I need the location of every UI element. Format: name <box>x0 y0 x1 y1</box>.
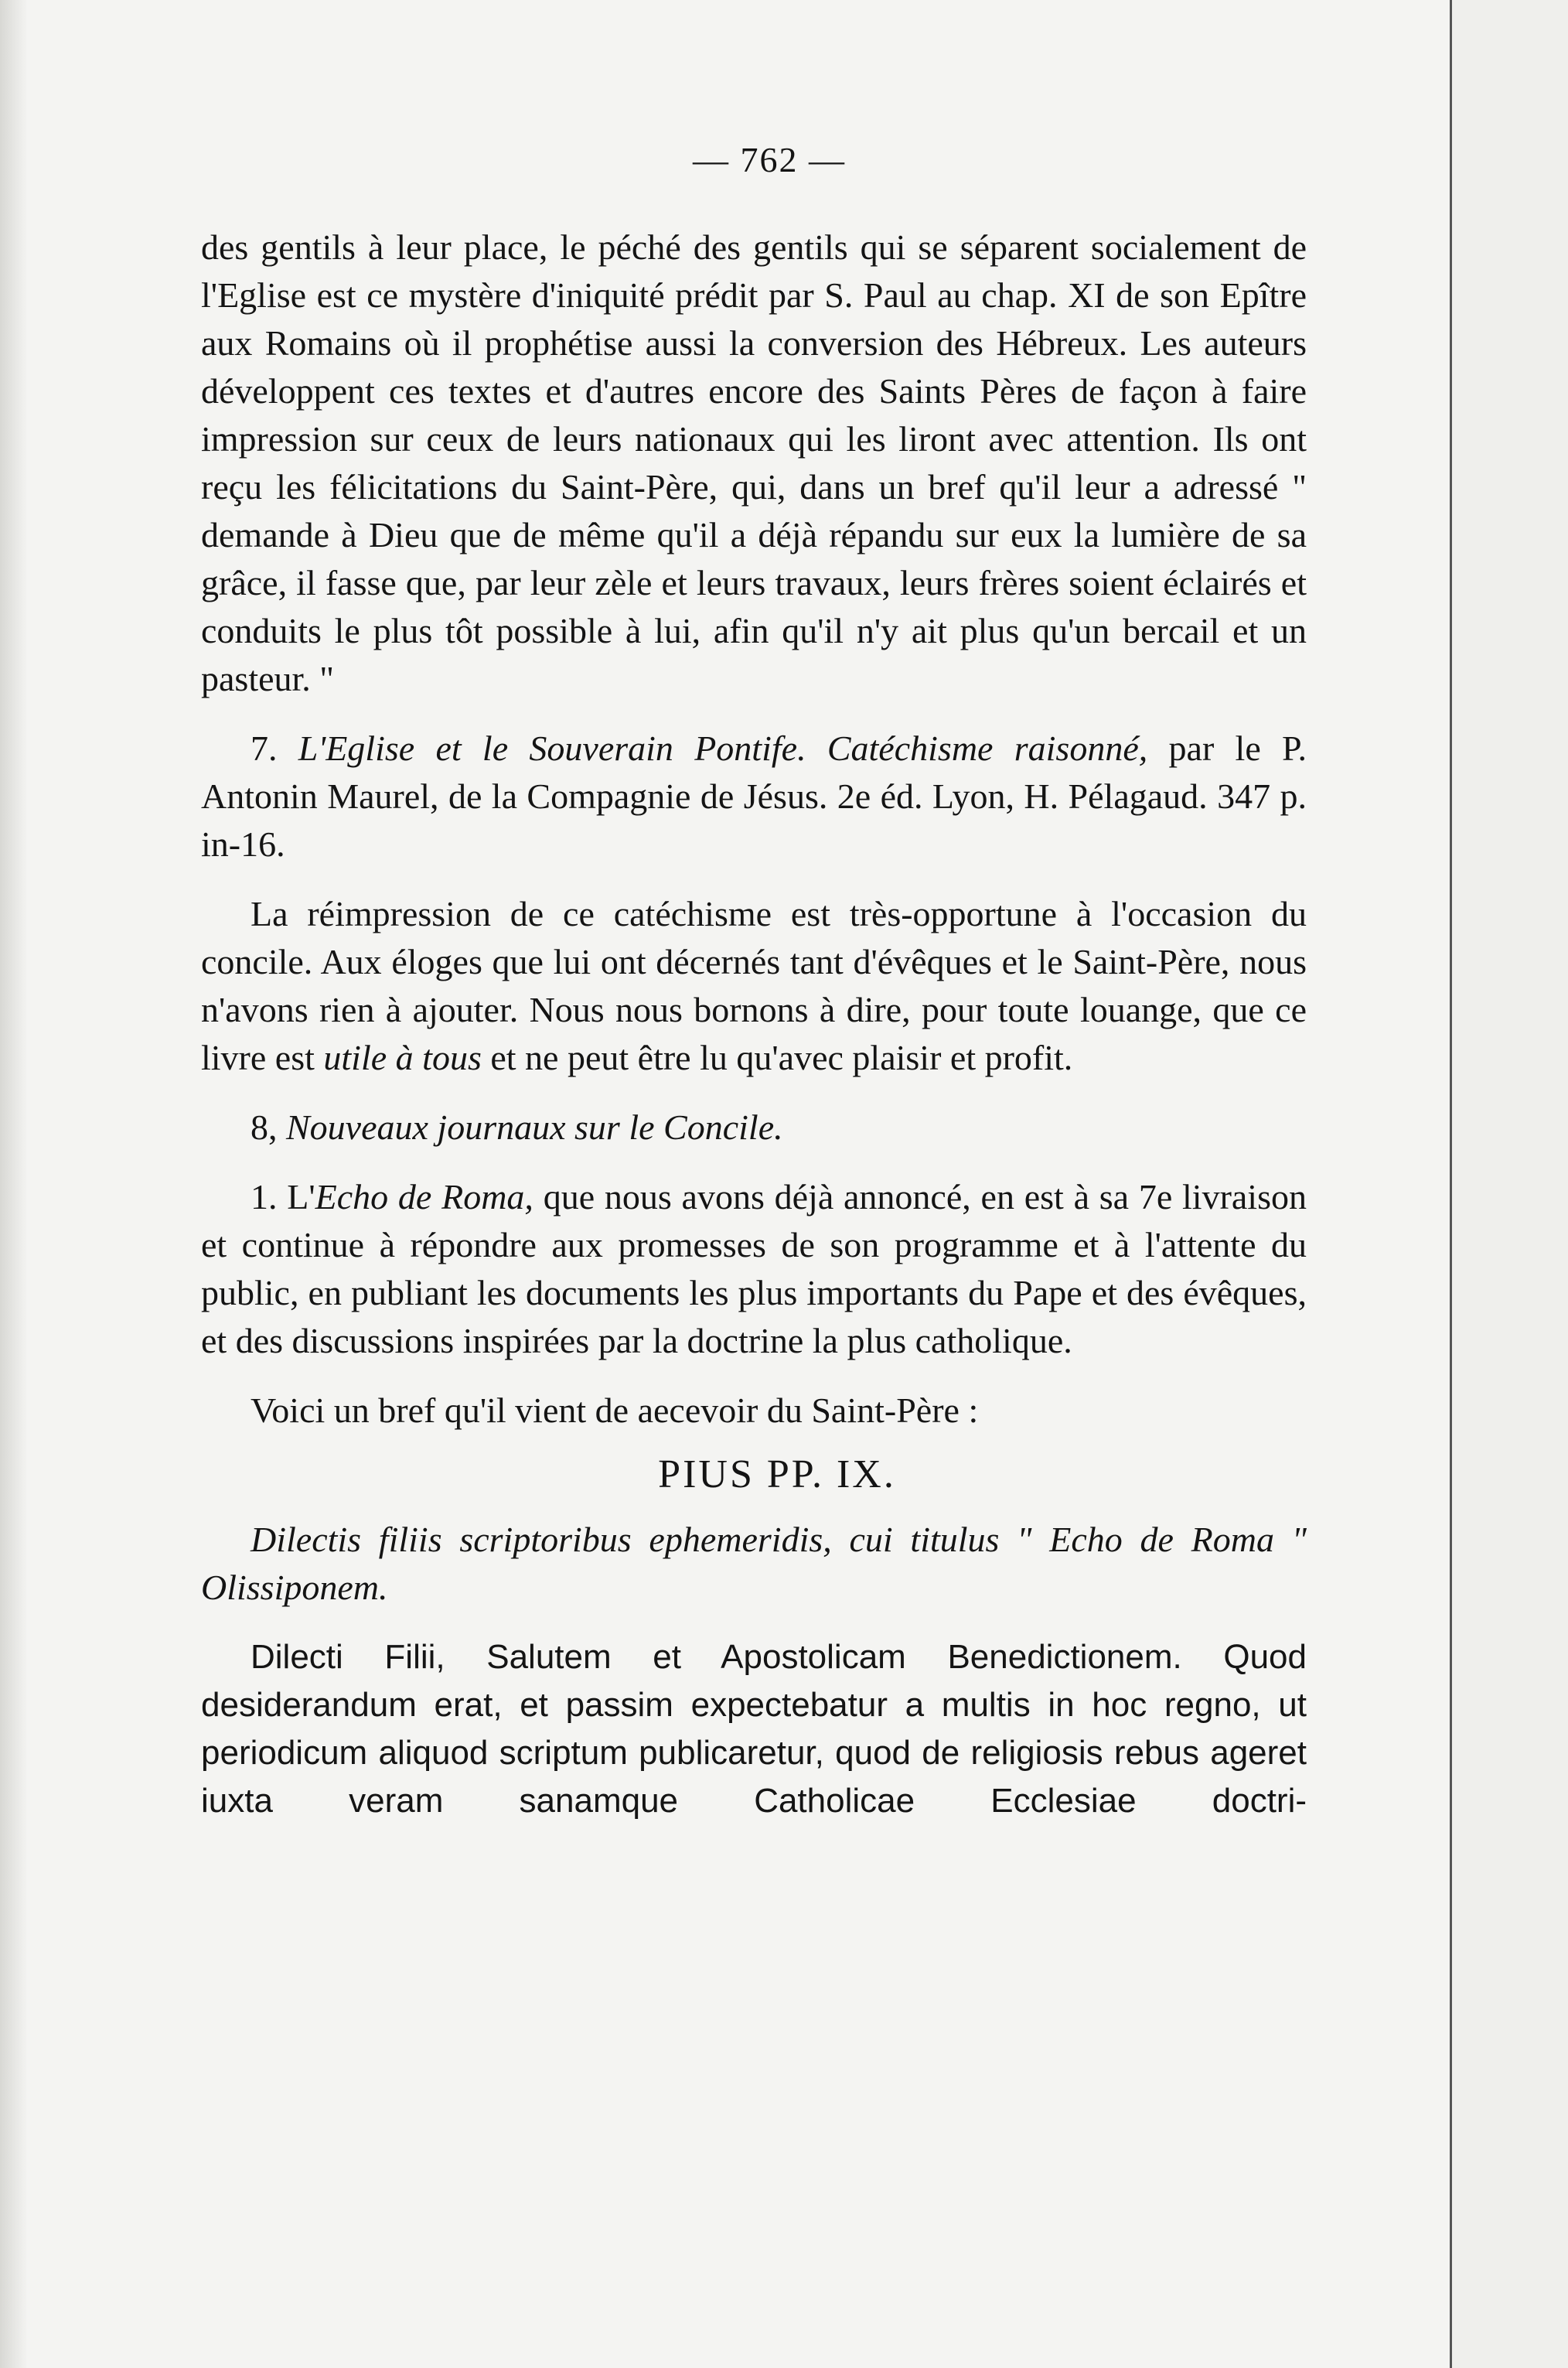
papal-heading: PIUS PP. IX. <box>658 1452 896 1496</box>
document-page <box>201 139 1307 1825</box>
facing-page-edge <box>1450 0 1568 2368</box>
item-7-details: par le P. Antonin Maurel, de la Compagnie de Jésus. 2e éd. Lyon, H. Pélagaud. 347 p. in-16. <box>201 728 1307 864</box>
paragraph-catechism-review <box>201 890 1307 1082</box>
item-7-title: L'Eglise et le Souverain Pontife. Catéchisme raisonné, <box>298 728 1148 768</box>
paragraph-continuation: des gentils à leur place, le péché des gentils qui se séparent socialement de l'Eglise est ce mystère d'iniquité prédit par S. Paul au chap. XI de son Epître aux Romains où il prophétise aussi la conversion des Hébreux. Les auteurs développent ces textes et d'autres encore des Saints Pères de façon à faire impression sur ceux de leurs nationaux qui les liront avec attention. Ils ont reçu les félicitations du Saint-Père, qui, dans un bref qu'il leur a adressé " demande à Dieu que de même qu'il a déjà répandu sur eux la lumière de sa grâce, il fasse que, par leur zèle et leurs travaux, leurs frères soient éclairés et conduits le plus tôt possible à lui, afin qu'il n'y ait plus qu'un bercail et un pasteur. " <box>201 227 1307 698</box>
paragraph-echo-de-roma <box>201 1173 1307 1365</box>
review-emphasis: utile à tous <box>323 1038 482 1077</box>
item-8 <box>201 1104 1307 1152</box>
item-7-number: 7. <box>251 728 278 768</box>
item-7 <box>201 725 1307 868</box>
papal-brief-text: Dilecti Filii, Salutem et Apostolicam Benedictionem. Quod desiderandum erat, et passim expectebatur a multis in hoc regno, ut periodicum aliquod scriptum publicaretur, quod de religiosis rebus ageret iuxta veram sanamque Catholicae Ecclesiae doctri- <box>201 1638 1307 1820</box>
papal-address: Dilectis filiis scriptoribus ephemeridis, cui titulus " Echo de Roma " Olissiponem. <box>201 1520 1307 1607</box>
echo-title: Echo de Roma, <box>315 1177 533 1216</box>
paragraph-bref-intro: Voici un bref qu'il vient de aecevoir du Saint-Père : <box>251 1390 979 1430</box>
echo-text: que nous avons déjà annoncé, en est à sa 7e livraison et continue à répondre aux promesses de son programme et à l'attente du public, en publiant les documents les plus importants du Pape et des évêques, et des discussions inspirées par la doctrine la plus catholique. <box>201 1177 1307 1360</box>
echo-number: 1. L' <box>251 1177 315 1216</box>
review-text-end: et ne peut être lu qu'avec plaisir et profit. <box>490 1038 1073 1077</box>
page-edge-shadow <box>0 0 28 2368</box>
review-text-start: La réimpression de ce catéchisme est très-opportune à l'occasion du concile. Aux éloges que lui ont décernés tant d'évêques et le Saint-Père, nous n'avons rien à ajouter. Nous nous bornons à dire, pour toute louange, que ce livre est <box>201 894 1307 1077</box>
page-number: — 762 — <box>693 140 846 179</box>
item-8-number: 8, <box>251 1107 278 1147</box>
item-8-title: Nouveaux journaux sur le Concile. <box>286 1107 783 1147</box>
